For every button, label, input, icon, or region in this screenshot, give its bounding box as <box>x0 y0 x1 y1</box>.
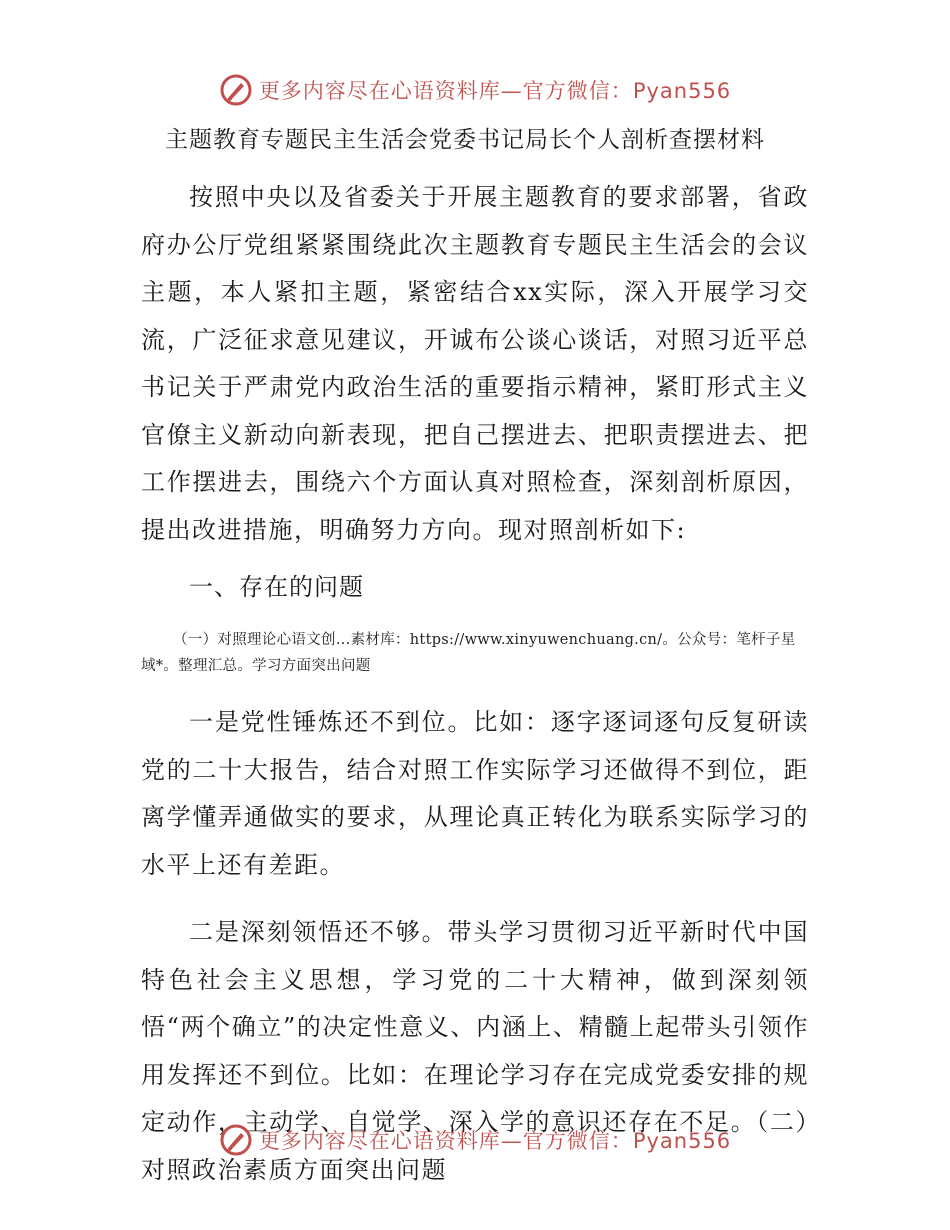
footer-banner <box>0 1120 950 1160</box>
source-note: （一）对照理论心语文创…素材库：https://www.xinyuwenchuang.cn/。公众号：笔杆子星域*。整理汇总。学习方面突出问题 <box>141 632 796 674</box>
section-heading: 一、存在的问题 <box>189 573 364 601</box>
pen-logo-icon <box>219 73 253 107</box>
point-paragraph-2: 二是深刻领悟还不够。带头学习贯彻习近平新时代中国特色社会主义思想，学习党的二十大精神，做到深刻领悟“两个确立”的决定性意义、内涵上、精髓上起带头引领作用发挥还不到位。比如：在理论学习存在完成党委安排的规定动作，主动学、自觉学、深入学的意识还存在不足。（二）对照政治素质方面突出问题 <box>141 918 809 1184</box>
document-body <box>141 118 809 1194</box>
point-paragraph-1: 一是党性锤炼还不到位。比如：逐字逐词逐句反复研读党的二十大报告，结合对照工作实际学习还做得不到位，距离学懂弄通做实的要求，从理论真正转化为联系实际学习的水平上还有差距。 <box>141 708 809 879</box>
intro-paragraph: 按照中央以及省委关于开展主题教育的要求部署，省政府办公厅党组紧紧围绕此次主题教育专题民主生活会的会议主题，本人紧扣主题，紧密结合xx实际，深入开展学习交流，广泛征求意见建议，开诚布公谈心谈话，对照习近平总书记关于严肃党内政治生活的重要指示精神，紧盯形式主义官僚主义新动向新表现，把自己摆进去、把职责摆进去、把工作摆进去，围绕六个方面认真对照检查，深刻剖析原因，提出改进措施，明确努力方向。现对照剖析如下: <box>141 183 809 544</box>
banner-text: 更多内容尽在心语资料库—官方微信：Pyan556 <box>258 1129 732 1153</box>
document-title: 主题教育专题民主生活会党委书记局长个人剖析查摆材料 <box>165 127 765 153</box>
pen-logo-icon <box>219 1123 253 1157</box>
wechat-account: Pyan556 <box>632 1129 732 1153</box>
banner-text: 更多内容尽在心语资料库—官方微信：Pyan556 <box>258 79 732 103</box>
header-banner <box>0 70 950 110</box>
wechat-account: Pyan556 <box>632 79 732 103</box>
